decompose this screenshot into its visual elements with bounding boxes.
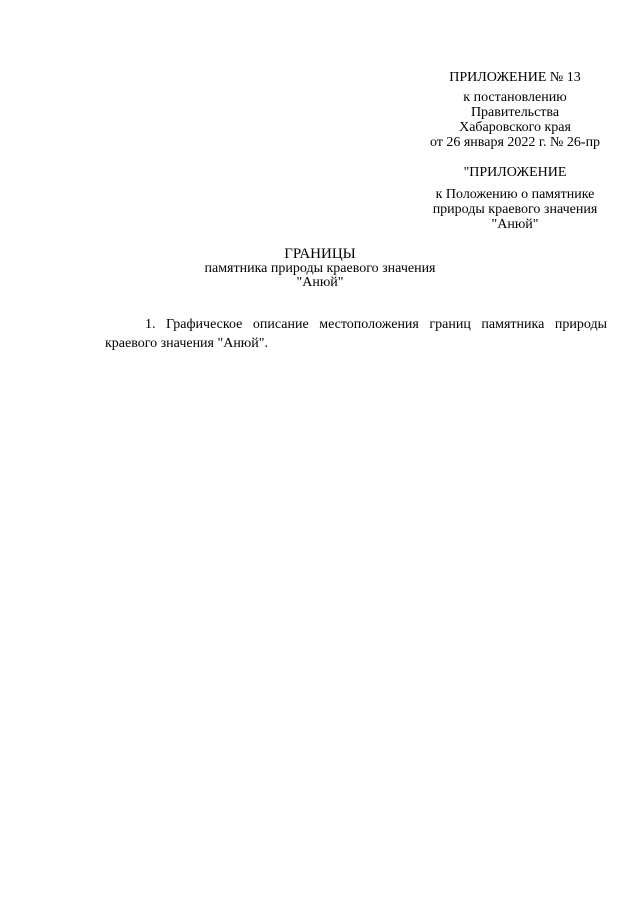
sub-appendix-line: "Анюй"	[491, 217, 539, 232]
sub-appendix-line: к Положению о памятнике	[435, 187, 595, 202]
sub-appendix-header	[390, 165, 640, 232]
sub-appendix-line: природы краевого значения	[432, 202, 598, 217]
appendix-line: Правительства	[470, 105, 560, 120]
appendix-line: к постановлению	[463, 90, 567, 105]
title-main: ГРАНИЦЫ	[284, 246, 356, 262]
sub-appendix-heading: "ПРИЛОЖЕНИЕ	[463, 165, 567, 180]
title-line: памятника природы краевого значения	[204, 261, 436, 276]
appendix-header	[400, 70, 630, 150]
appendix-heading: ПРИЛОЖЕНИЕ № 13	[449, 70, 581, 85]
appendix-line: от 26 января 2022 г. № 26-пр	[429, 135, 601, 150]
section-paragraph: 1. Графическое описание местоположения границ памятника природы краевого значения "Анюй".	[105, 317, 607, 351]
document-title	[120, 246, 520, 290]
appendix-line: Хабаровского края	[459, 120, 571, 135]
title-line: "Анюй"	[296, 275, 344, 290]
